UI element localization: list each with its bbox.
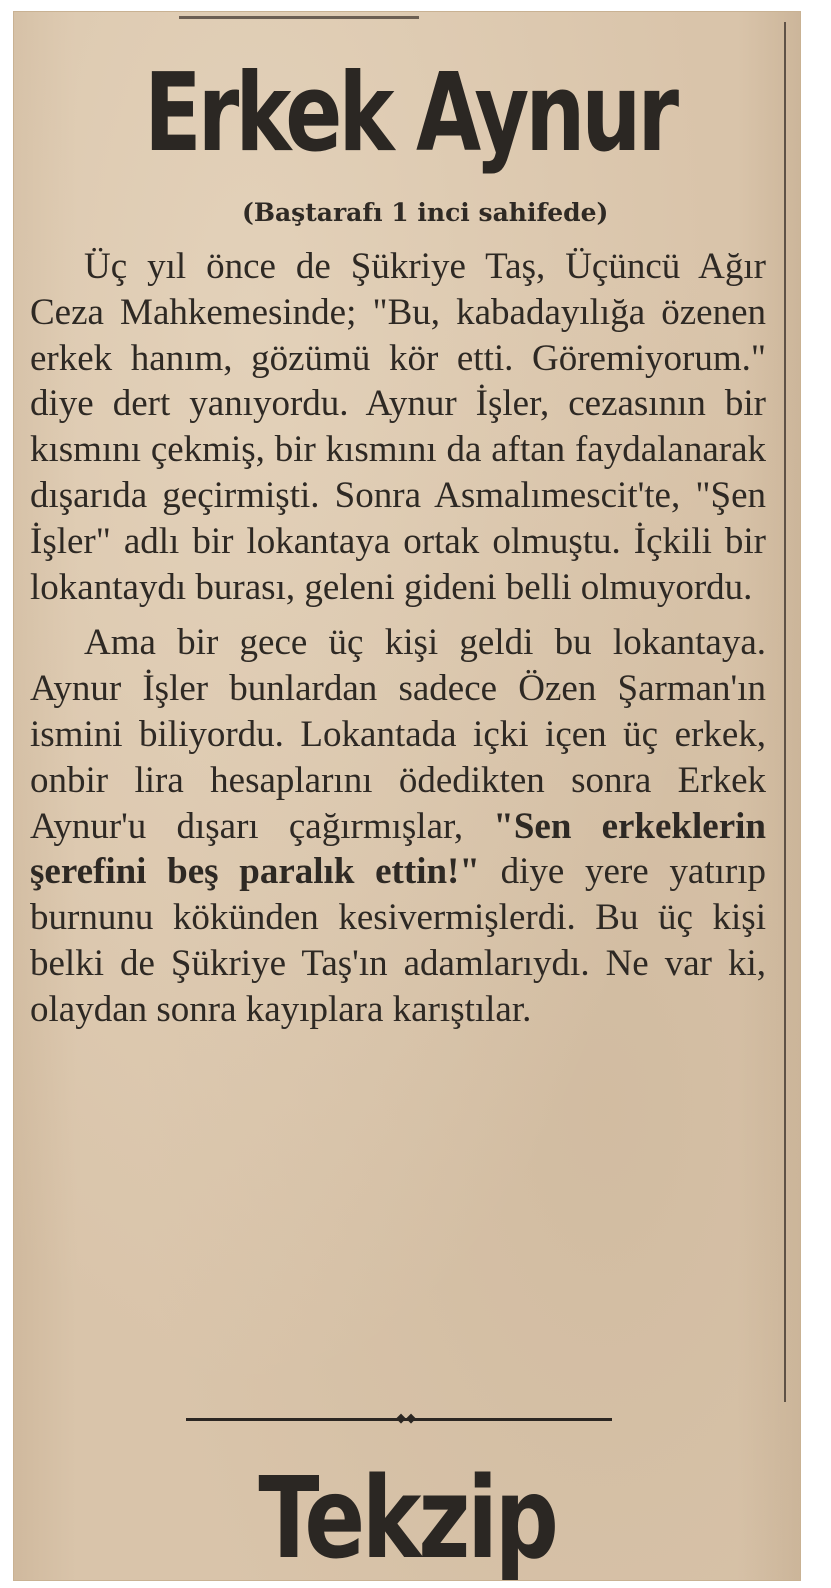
headline: Erkek Aynur — [144, 51, 676, 176]
paragraph-2-text-a: Ama bir gece üç kişi geldi bu lokantaya. Aynur İşler bunlardan sadece Özen Şarman'ın ismini biliyordu. Lokantada içki içen üç erkek, onbir lira hesaplarını ödedikten sonra Erkek Aynur'u dışarı çağırmışlar, — [30, 622, 766, 847]
next-article-headline: Tekzip — [258, 1454, 556, 1580]
paragraph-2 — [30, 620, 766, 1032]
top-rule — [179, 16, 419, 19]
paragraph-1-text: Üç yıl önce de Şükriye Taş, Üçüncü Ağır Ceza Mahkemesinde; "Bu, kabadayılığa özenen erkek hanım, gözümü kör etti. Göremiyorum." diye dert yanıyordu. Aynur İşler, cezasının bir kısmını çekmiş, bir kısmını da aftan faydalanarak dışarıda geçirmişti. Sonra Asmalımescit'te, "Şen İşler" adlı bir lokantaya ortak olmuştu. İçkili bir lokantaydı burası, geleni gideni belli olmuyordu. — [30, 246, 766, 608]
column-rule — [784, 22, 786, 1402]
continuation-note: (Baştarafı 1 inci sahifede) — [242, 198, 609, 227]
paragraph-2-text-b: diye yere yatırıp burnunu kökünden kesivermişlerdi. Bu üç kişi belki de Şükriye Taş'ın adamlarıydı. Ne var ki, olaydan sonra kayıplara karıştılar. — [30, 851, 767, 1030]
divider-ornament: ◆◆ — [396, 1411, 416, 1426]
article-body — [30, 244, 766, 1033]
paragraph-2-quote: "Sen erkeklerin şerefini beş paralık ettin!" — [30, 805, 766, 893]
paragraph-1 — [30, 244, 766, 610]
newspaper-clipping — [14, 12, 800, 1580]
